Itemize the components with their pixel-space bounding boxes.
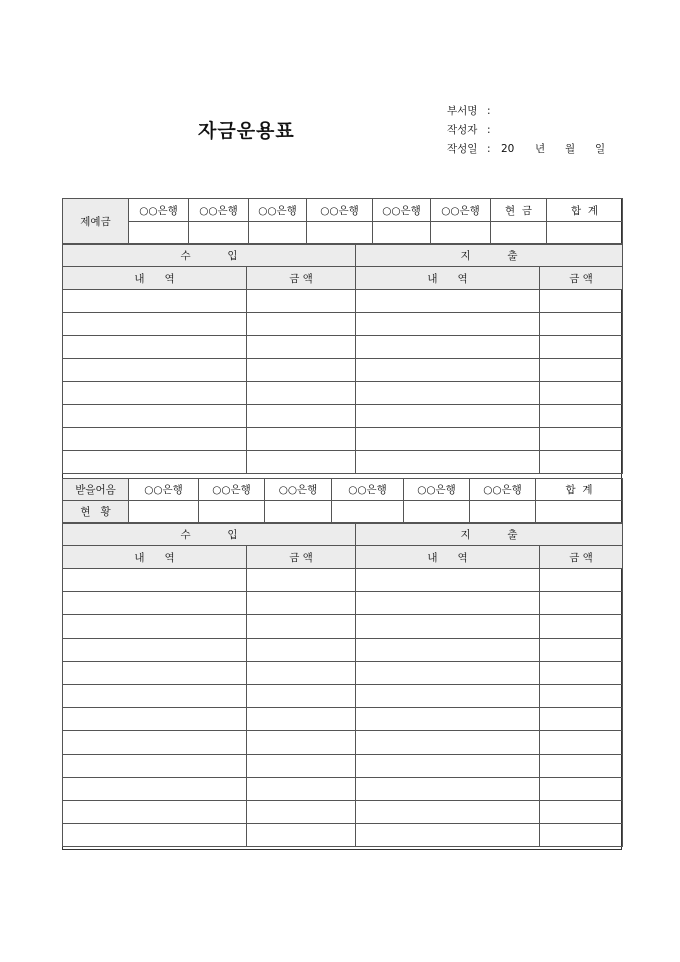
income-detail-cell[interactable] [63,451,247,474]
income-amount-cell[interactable] [247,638,356,661]
expense-amount-cell[interactable] [540,290,623,313]
income-amount-cell[interactable] [247,777,356,800]
income-detail-cell[interactable] [63,731,247,754]
deposit-bank-4: ○○은행 [307,199,373,222]
notes-value-cell[interactable] [199,501,265,523]
table-row [63,708,623,731]
expense-detail-cell[interactable] [356,428,540,451]
income-detail-cell[interactable] [63,824,247,847]
table-row [63,290,623,313]
income-amount-cell[interactable] [247,661,356,684]
deposit-cash-value[interactable] [491,222,547,244]
month-unit: 월 [565,143,576,155]
income-header: 수 입 [63,524,356,546]
expense-amount-cell[interactable] [540,661,623,684]
income-amount-cell[interactable] [247,359,356,382]
expense-amount-cell[interactable] [540,405,623,428]
document-title: 자금운용표 [198,120,295,142]
expense-amount-cell[interactable] [540,451,623,474]
expense-amount-cell[interactable] [540,777,623,800]
table-row [63,754,623,777]
department-row [447,102,625,121]
expense-amount-header: 금 액 [540,267,623,290]
income-detail-header: 내 역 [63,267,247,290]
expense-detail-cell[interactable] [356,708,540,731]
table-row [63,336,623,359]
table-row [63,405,623,428]
notes-total-header: 합 계 [536,479,623,501]
expense-detail-cell[interactable] [356,661,540,684]
income-amount-cell[interactable] [247,708,356,731]
expense-detail-cell[interactable] [356,290,540,313]
expense-detail-cell[interactable] [356,451,540,474]
notes-label-line1: 받을어음 [63,479,129,501]
department-label: 부서명 [447,105,478,117]
notes-label-line2: 현 황 [63,501,129,523]
table-row [63,684,623,707]
expense-detail-cell[interactable] [356,313,540,336]
expense-amount-cell[interactable] [540,824,623,847]
deposit-value-cell[interactable] [307,222,373,244]
notes-bank-6: ○○은행 [470,479,536,501]
expense-amount-cell[interactable] [540,731,623,754]
expense-detail-cell[interactable] [356,638,540,661]
income-detail-cell[interactable] [63,382,247,405]
expense-amount-cell[interactable] [540,708,623,731]
income-amount-cell[interactable] [247,684,356,707]
income-amount-cell[interactable] [247,800,356,823]
deposit-value-cell[interactable] [373,222,431,244]
deposit-bank-2: ○○은행 [189,199,249,222]
income-amount-cell[interactable] [247,313,356,336]
income-amount-cell[interactable] [247,754,356,777]
expense-detail-cell[interactable] [356,731,540,754]
table-row [63,428,623,451]
notes-bank-2: ○○은행 [199,479,265,501]
income-detail-cell[interactable] [63,800,247,823]
table-row [63,638,623,661]
income-amount-cell[interactable] [247,615,356,638]
notes-bank-5: ○○은행 [404,479,470,501]
fund-management-form [62,198,622,850]
table-row [63,777,623,800]
table-row [63,824,623,847]
income-detail-cell[interactable] [63,684,247,707]
expense-amount-cell[interactable] [540,359,623,382]
table-row [63,661,623,684]
income-amount-cell[interactable] [247,382,356,405]
table-row [63,731,623,754]
writer-label: 작성자 [447,124,478,136]
expense-detail-cell[interactable] [356,592,540,615]
income-header: 수 입 [63,245,356,267]
income-amount-cell[interactable] [247,428,356,451]
deposits-label: 제예금 [63,199,129,244]
expense-detail-cell[interactable] [356,615,540,638]
expense-header: 지 출 [356,245,623,267]
expense-detail-cell[interactable] [356,359,540,382]
deposit-bank-1: ○○은행 [129,199,189,222]
expense-detail-cell[interactable] [356,754,540,777]
income-amount-cell[interactable] [247,731,356,754]
notes-bank-4: ○○은행 [332,479,404,501]
income-amount-cell[interactable] [247,290,356,313]
income-detail-cell[interactable] [63,313,247,336]
expense-detail-cell[interactable] [356,824,540,847]
income-detail-cell[interactable] [63,754,247,777]
income-amount-cell[interactable] [247,451,356,474]
notes-total-value[interactable] [536,501,623,523]
expense-detail-cell[interactable] [356,800,540,823]
income-detail-cell[interactable] [63,569,247,592]
expense-detail-header: 내 역 [356,267,540,290]
deposit-bank-3: ○○은행 [249,199,307,222]
income-detail-header: 내 역 [63,546,247,569]
deposit-total-header: 합 계 [547,199,623,222]
date-label: 작성일 [447,143,478,155]
date-row [447,140,625,159]
expense-amount-cell[interactable] [540,569,623,592]
expense-amount-cell[interactable] [540,428,623,451]
deposit-value-cell[interactable] [249,222,307,244]
income-detail-cell[interactable] [63,592,247,615]
department-colon: : [487,105,491,117]
expense-detail-cell[interactable] [356,569,540,592]
expense-detail-cell[interactable] [356,382,540,405]
deposits-table [62,198,623,244]
document-meta [447,102,625,159]
notes-value-cell[interactable] [332,501,404,523]
income-detail-cell[interactable] [63,615,247,638]
expense-amount-cell[interactable] [540,615,623,638]
table-row [63,313,623,336]
income-detail-cell[interactable] [63,290,247,313]
expense-amount-header: 금 액 [540,546,623,569]
table-row [63,382,623,405]
table-row [63,615,623,638]
deposit-cash-header: 현 금 [491,199,547,222]
deposit-total-value[interactable] [547,222,623,244]
income-detail-cell[interactable] [63,661,247,684]
income-detail-cell[interactable] [63,777,247,800]
notes-value-cell[interactable] [470,501,536,523]
table-row [63,359,623,382]
deposit-value-cell[interactable] [129,222,189,244]
notes-bank-1: ○○은행 [129,479,199,501]
table-row [63,800,623,823]
income-amount-cell[interactable] [247,824,356,847]
expense-detail-cell[interactable] [356,336,540,359]
writer-colon: : [487,124,491,136]
expense-amount-cell[interactable] [540,382,623,405]
income-amount-cell[interactable] [247,336,356,359]
writer-row [447,121,625,140]
income-detail-cell[interactable] [63,708,247,731]
date-colon: : [487,143,491,155]
table-row [63,592,623,615]
day-unit: 일 [595,143,606,155]
notes-value-cell[interactable] [265,501,332,523]
income-detail-cell[interactable] [63,405,247,428]
notes-bank-3: ○○은행 [265,479,332,501]
year-prefix: 20 [501,143,515,155]
expense-detail-cell[interactable] [356,405,540,428]
deposit-bank-5: ○○은행 [373,199,431,222]
expense-amount-cell[interactable] [540,754,623,777]
income-detail-cell[interactable] [63,638,247,661]
deposit-value-cell[interactable] [431,222,491,244]
income-detail-cell[interactable] [63,359,247,382]
income-detail-cell[interactable] [63,336,247,359]
deposit-value-cell[interactable] [189,222,249,244]
expense-amount-cell[interactable] [540,313,623,336]
deposit-bank-6: ○○은행 [431,199,491,222]
expense-detail-cell[interactable] [356,777,540,800]
notes-receivable-table [62,478,623,523]
notes-value-cell[interactable] [129,501,199,523]
expense-amount-cell[interactable] [540,592,623,615]
ledger-table-2 [62,523,623,847]
expense-amount-cell[interactable] [540,684,623,707]
year-unit: 년 [535,143,546,155]
table-row [63,569,623,592]
expense-amount-cell[interactable] [540,800,623,823]
notes-value-cell[interactable] [404,501,470,523]
expense-header: 지 출 [356,524,623,546]
expense-detail-cell[interactable] [356,684,540,707]
expense-detail-header: 내 역 [356,546,540,569]
income-amount-cell[interactable] [247,592,356,615]
expense-amount-cell[interactable] [540,336,623,359]
income-detail-cell[interactable] [63,428,247,451]
ledger-table-1 [62,244,623,474]
expense-amount-cell[interactable] [540,638,623,661]
income-amount-cell[interactable] [247,569,356,592]
income-amount-header: 금 액 [247,267,356,290]
table-row [63,451,623,474]
income-amount-header: 금 액 [247,546,356,569]
income-amount-cell[interactable] [247,405,356,428]
